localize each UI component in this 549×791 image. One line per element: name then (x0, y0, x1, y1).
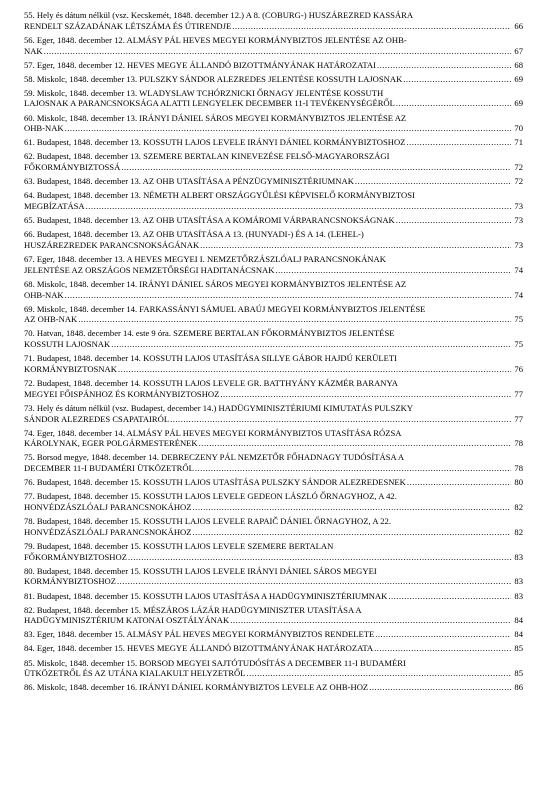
toc-entry-title-line: 79. Budapest, 1848. december 15. KOSSUTH LAJOS LEVELE SZEMERE BERTALAN (24, 540, 334, 551)
toc-entry-title-line: 61. Budapest, 1848. december 13. KOSSUTH LAJOS LEVELE IRÁNYI DÁNIEL KORMÁNYBIZTOSHOZ (24, 137, 406, 148)
dot-leader (374, 643, 511, 654)
toc-entry-title-line: 67. Eger, 1848. december 13. A HEVES MEGYEI I. NEMZETŐRZÁSZLÓALJ PARANCSNOKÁNAK (24, 254, 386, 265)
toc-entry (24, 10, 523, 31)
toc-entry-title-line: 59. Miskolc, 1848. december 13. WLADYSLAW TCHÓRZNICKI ŐRNAGY JELENTÉSE KOSSUTH (24, 87, 384, 98)
toc-entry-title-line: HONVÉDZÁSZLÓALJ PARANCSNOKÁHOZ (24, 526, 192, 537)
toc-entry-title-line: 62. Budapest, 1848. december 13. SZEMERE BERTALAN KINEVEZÉSE FELSŐ-MAGYARORSZÁGI (24, 151, 390, 162)
dot-leader (230, 615, 511, 626)
toc-entry (24, 605, 523, 626)
toc-entry (24, 229, 523, 250)
toc-entry-title-line: LAJOSNAK A PARANCSNOKSÁGA ALATTI LENGYELEK DECEMBER 11-I TEVÉKENYSÉGÉRŐL (24, 98, 395, 109)
toc-entry (24, 254, 523, 275)
toc-entry-last-line (24, 21, 523, 32)
dot-leader (247, 668, 511, 679)
toc-entry-page-number: 69 (514, 73, 523, 84)
toc-entry-title-line: RENDELT SZÁZADÁNAK LÉTSZÁMA ÉS ÚTIRENDJE (24, 20, 232, 31)
toc-entry-page-number: 82 (514, 526, 523, 537)
toc-entry-last-line (24, 46, 523, 57)
dot-leader (193, 502, 511, 513)
toc-entry-last-line (24, 477, 523, 488)
toc-entry-title-line: KOSSUTH LAJOSNAK (24, 339, 111, 350)
toc-entry-title-line: 65. Budapest, 1848. december 13. AZ OHB UTASÍTÁSA A KOMÁROMI VÁRPARANCSNOKSÁGNAK (24, 215, 395, 226)
toc-entry-page-number: 83 (514, 590, 523, 601)
toc-entry-page-number: 71 (514, 137, 523, 148)
toc-entry-page-number: 70 (514, 123, 523, 134)
toc-entry (24, 304, 523, 325)
toc-entry-page-number: 85 (514, 668, 523, 679)
table-of-contents (24, 10, 523, 693)
toc-entry-page-number: 85 (514, 643, 523, 654)
dot-leader (195, 463, 511, 474)
toc-entry-title-line: 77. Budapest, 1848. december 15. KOSSUTH LAJOS LEVELE GEDEON LÁSZLÓ ŐRNAGYHOZ, A 42. (24, 491, 397, 502)
toc-entry-last-line (24, 552, 523, 563)
toc-entry-last-line (24, 527, 523, 538)
toc-entry-title-line: KORMÁNYBIZTOSNAK (24, 363, 117, 374)
toc-entry-title-line: 60. Miskolc, 1848. december 13. IRÁNYI DÁNIEL SÁROS MEGYEI KORMÁNYBIZTOS JELENTÉSE AZ (24, 112, 407, 123)
toc-entry-last-line (24, 576, 523, 587)
toc-entry-title-line: 75. Borsod megye, 1848. december 14. DEBRECZENY PÁL NEMZETŐR FŐHADNAGY TUDÓSÍTÁSA A (24, 452, 405, 463)
toc-entry-last-line (24, 240, 523, 251)
toc-entry-page-number: 75 (514, 314, 523, 325)
toc-entry-last-line (24, 74, 523, 85)
toc-entry-last-line (24, 414, 523, 425)
toc-entry-page-number: 76 (514, 363, 523, 374)
toc-entry (24, 658, 523, 679)
toc-entry-title-line: 68. Miskolc, 1848. december 14. IRÁNYI DÁNIEL SÁROS MEGYEI KORMÁNYBIZTOS JELENTÉSE AZ (24, 278, 407, 289)
toc-entry-title-line: 69. Miskolc, 1848. december 14. FARKASSÁNYI SÁMUEL ABAÚJ MEGYEI KORMÁNYBIZTOS JELENTÉSE (24, 303, 426, 314)
toc-entry-page-number: 75 (514, 339, 523, 350)
toc-entry (24, 35, 523, 56)
toc-entry-page-number: 74 (514, 289, 523, 300)
toc-entry-title-line: 58. Miskolc, 1848. december 13. PULSZKY SÁNDOR ALEZREDES JELENTÉSE KOSSUTH LAJOSNAK (24, 73, 403, 84)
toc-entry (24, 215, 523, 226)
toc-entry-last-line (24, 682, 523, 693)
toc-entry-last-line (24, 629, 523, 640)
toc-entry (24, 353, 523, 374)
toc-entry-title-line: HONVÉDZÁSZLÓALJ PARANCSNOKÁHOZ (24, 502, 192, 513)
toc-entry-title-line: 71. Budapest, 1848. december 14. KOSSUTH LAJOS UTASÍTÁSA SILLYE GÁBOR HAJDÚ KERÜLETI (24, 353, 397, 364)
toc-entry (24, 279, 523, 300)
toc-entry (24, 428, 523, 449)
toc-entry-title-line: NAK (24, 45, 43, 56)
toc-entry-title-line: 76. Budapest, 1848. december 15. KOSSUTH LAJOS UTASÍTÁSA PULSZKY SÁNDOR ALEZREDESNEK (24, 477, 406, 488)
toc-entry (24, 74, 523, 85)
dot-leader (118, 364, 511, 375)
dot-leader (369, 682, 511, 693)
dot-leader (170, 414, 511, 425)
toc-entry-last-line (24, 98, 523, 109)
toc-entry-title-line: 56. Eger, 1848. december 12. ALMÁSY PÁL HEVES MEGYEI KORMÁNYBIZTOS JELENTÉSE AZ OHB- (24, 34, 407, 45)
toc-entry-title-line: 70. Hatvan, 1848. december 14. este 9 óra. SZEMERE BERTALAN FŐKORMÁNYBIZTOS JELENTÉSE (24, 328, 395, 339)
toc-entry-page-number: 69 (514, 98, 523, 109)
toc-entry (24, 491, 523, 512)
dot-leader (377, 60, 511, 71)
toc-entry-last-line (24, 463, 523, 474)
dot-leader (355, 176, 511, 187)
toc-entry-page-number: 77 (514, 388, 523, 399)
dot-leader (65, 290, 511, 301)
toc-entry-last-line (24, 314, 523, 325)
dot-leader (78, 314, 511, 325)
toc-entry-last-line (24, 339, 523, 350)
toc-entry-title-line: 63. Budapest, 1848. december 13. AZ OHB UTASÍTÁSA A PÉNZÜGYMINISZTÉRIUMNAK (24, 176, 354, 187)
toc-entry (24, 403, 523, 424)
toc-entry-last-line (24, 438, 523, 449)
toc-entry (24, 566, 523, 587)
toc-entry-title-line: OHB-NAK (24, 289, 64, 300)
dot-leader (275, 265, 511, 276)
toc-entry-last-line (24, 162, 523, 173)
dot-leader (128, 552, 511, 563)
toc-entry (24, 541, 523, 562)
toc-entry-page-number: 84 (514, 615, 523, 626)
toc-entry-title-line: KORMÁNYBIZTOSHOZ (24, 576, 116, 587)
dot-leader (200, 240, 511, 251)
toc-entry-last-line (24, 176, 523, 187)
toc-entry-title-line: 81. Budapest, 1848. december 15. KOSSUTH LAJOS UTASÍTÁSA A HADÜGYMINISZTÉRIUMNAK (24, 590, 388, 601)
toc-entry-title-line: MEGBÍZATÁSA (24, 201, 85, 212)
toc-entry-last-line (24, 591, 523, 602)
toc-entry-page-number: 78 (514, 463, 523, 474)
toc-entry (24, 190, 523, 211)
toc-entry-page-number: 68 (514, 59, 523, 70)
toc-entry-page-number: 83 (514, 551, 523, 562)
toc-entry-page-number: 73 (514, 215, 523, 226)
toc-entry-title-line: 57. Eger, 1848. december 12. HEVES MEGYE ÁLLANDÓ BIZOTTMÁNYÁNAK HATÁROZATAI (24, 59, 376, 70)
dot-leader (396, 98, 511, 109)
toc-entry-last-line (24, 123, 523, 134)
toc-entry (24, 137, 523, 148)
toc-entry-page-number: 73 (514, 201, 523, 212)
toc-entry (24, 88, 523, 109)
dot-leader (396, 215, 511, 226)
toc-entry-last-line (24, 643, 523, 654)
toc-entry-title-line: 85. Miskolc, 1848. december 15. BORSOD MEGYEI SAJTÓTUDÓSÍTÁS A DECEMBER 11-I BUDAMÉRI (24, 657, 406, 668)
toc-entry-page-number: 72 (514, 176, 523, 187)
toc-entry (24, 151, 523, 172)
toc-entry-page-number: 67 (514, 45, 523, 56)
toc-entry (24, 452, 523, 473)
toc-entry (24, 516, 523, 537)
toc-entry-page-number: 73 (514, 239, 523, 250)
toc-entry-page-number: 83 (514, 576, 523, 587)
toc-entry-last-line (24, 668, 523, 679)
dot-leader (375, 629, 511, 640)
toc-entry-last-line (24, 502, 523, 513)
dot-leader (44, 46, 511, 57)
toc-entry (24, 60, 523, 71)
toc-entry-title-line: 73. Hely és dátum nélkül (vsz. Budapest, december 14.) HADÜGYMINISZTÉRIUMI KIMUTATÁS PULSZKY (24, 402, 414, 413)
toc-entry-title-line: 86. Miskolc, 1848. december 16. IRÁNYI DÁNIEL KORMÁNYBIZTOS LEVELE AZ OHB-HOZ (24, 682, 369, 693)
dot-leader (220, 389, 511, 400)
dot-leader (403, 74, 511, 85)
toc-entry-title-line: AZ OHB-NAK (24, 314, 78, 325)
toc-entry-page-number: 66 (514, 20, 523, 31)
toc-entry-title-line: KÁROLYNAK, EGER POLGÁRMESTERÉNEK (24, 438, 198, 449)
toc-entry-title-line: 80. Budapest, 1848. december 15. KOSSUTH LAJOS LEVELE IRÁNYI DÁNIEL SÁROS MEGYEI (24, 565, 377, 576)
dot-leader (388, 591, 511, 602)
toc-entry-title-line: MEGYEI FŐISPÁNHOZ ÉS KORMÁNYBIZTOSHOZ (24, 388, 220, 399)
dot-leader (86, 201, 511, 212)
toc-entry-page-number: 84 (514, 629, 523, 640)
toc-entry (24, 591, 523, 602)
toc-entry-page-number: 80 (514, 477, 523, 488)
toc-entry-last-line (24, 60, 523, 71)
toc-entry-last-line (24, 615, 523, 626)
toc-entry (24, 176, 523, 187)
toc-entry (24, 477, 523, 488)
toc-entry-last-line (24, 137, 523, 148)
toc-entry (24, 378, 523, 399)
toc-entry-last-line (24, 215, 523, 226)
toc-entry (24, 113, 523, 134)
toc-entry-title-line: 84. Eger, 1848. december 15. HEVES MEGYE ÁLLANDÓ BIZOTTMÁNYÁNAK HATÁROZATA (24, 643, 374, 654)
toc-entry-title-line: DECEMBER 11-I BUDAMÉRI ÜTKÖZETRŐL (24, 463, 194, 474)
toc-entry-title-line: 66. Budapest, 1848. december 13. AZ OHB UTASÍTÁSA A 13. (HUNYADI-) ÉS A 14. (LEHEL-) (24, 229, 364, 240)
toc-entry (24, 629, 523, 640)
toc-entry-title-line: 78. Budapest, 1848. december 15. KOSSUTH LAJOS LEVELE RAPAIČ DÁNIEL ŐRNAGYHOZ, A 22. (24, 516, 391, 527)
dot-leader (199, 438, 511, 449)
toc-entry-last-line (24, 265, 523, 276)
dot-leader (111, 339, 511, 350)
dot-leader (65, 123, 511, 134)
toc-entry-title-line: 74. Eger, 1848. december 14. ALMÁSY PÁL HEVES MEGYEI KORMÁNYBIZTOS UTASÍTÁSA RÓZSA (24, 427, 402, 438)
toc-entry-title-line: JELENTÉSE AZ ORSZÁGOS NEMZETŐRSÉGI HADITANÁCSNAK (24, 264, 275, 275)
toc-entry-title-line: 82. Budapest, 1848. december 15. MÉSZÁROS LÁZÁR HADÜGYMINISZTER UTASÍTÁSA A (24, 604, 362, 615)
dot-leader (406, 137, 511, 148)
toc-entry (24, 643, 523, 654)
toc-entry-title-line: ÜTKÖZETRŐL ÉS AZ UTÁNA KIALAKULT HELYZETRŐL (24, 668, 246, 679)
toc-entry (24, 328, 523, 349)
toc-entry-page-number: 86 (514, 682, 523, 693)
toc-entry-last-line (24, 389, 523, 400)
toc-entry-title-line: OHB-NAK (24, 123, 64, 134)
dot-leader (407, 477, 511, 488)
dot-leader (193, 527, 511, 538)
toc-entry-title-line: 72. Budapest, 1848. december 14. KOSSUTH LAJOS LEVELE GR. BATTHYÁNY KÁZMÉR BARANYA (24, 378, 398, 389)
dot-leader (121, 162, 511, 173)
toc-entry-title-line: 83. Eger, 1848. december 15. ALMÁSY PÁL HEVES MEGYEI KORMÁNYBIZTOS RENDELETE (24, 629, 375, 640)
toc-entry-last-line (24, 290, 523, 301)
toc-entry-page-number: 74 (514, 264, 523, 275)
toc-entry-title-line: FŐKORMÁNYBIZTOSSÁ (24, 162, 121, 173)
toc-entry (24, 682, 523, 693)
toc-entry-title-line: HADÜGYMINISZTÉRIUM KATONAI OSZTÁLYÁNAK (24, 615, 230, 626)
toc-entry-title-line: 55. Hely és dátum nélkül (vsz. Kecskemét, 1848. december 12.) A 8. (COBURG-) HUSZÁREZRED KASSÁRA (24, 10, 414, 20)
toc-entry-last-line (24, 201, 523, 212)
toc-entry-page-number: 78 (514, 438, 523, 449)
toc-entry-page-number: 77 (514, 413, 523, 424)
dot-leader (117, 576, 511, 587)
toc-entry-title-line: HUSZÁREZREDEK PARANCSNOKSÁGÁNAK (24, 239, 200, 250)
toc-entry-title-line: 64. Budapest, 1848. december 13. NÉMETH ALBERT ORSZÁGGYŰLÉSI KÉPVISELŐ KORMÁNYBIZTOSI (24, 190, 415, 201)
dot-leader (232, 21, 511, 32)
toc-entry-page-number: 72 (514, 162, 523, 173)
toc-entry-title-line: FŐKORMÁNYBIZTOSHOZ (24, 551, 127, 562)
toc-entry-page-number: 82 (514, 502, 523, 513)
toc-entry-last-line (24, 364, 523, 375)
toc-entry-title-line: SÁNDOR ALEZREDES CSAPATAIRÓL (24, 413, 170, 424)
